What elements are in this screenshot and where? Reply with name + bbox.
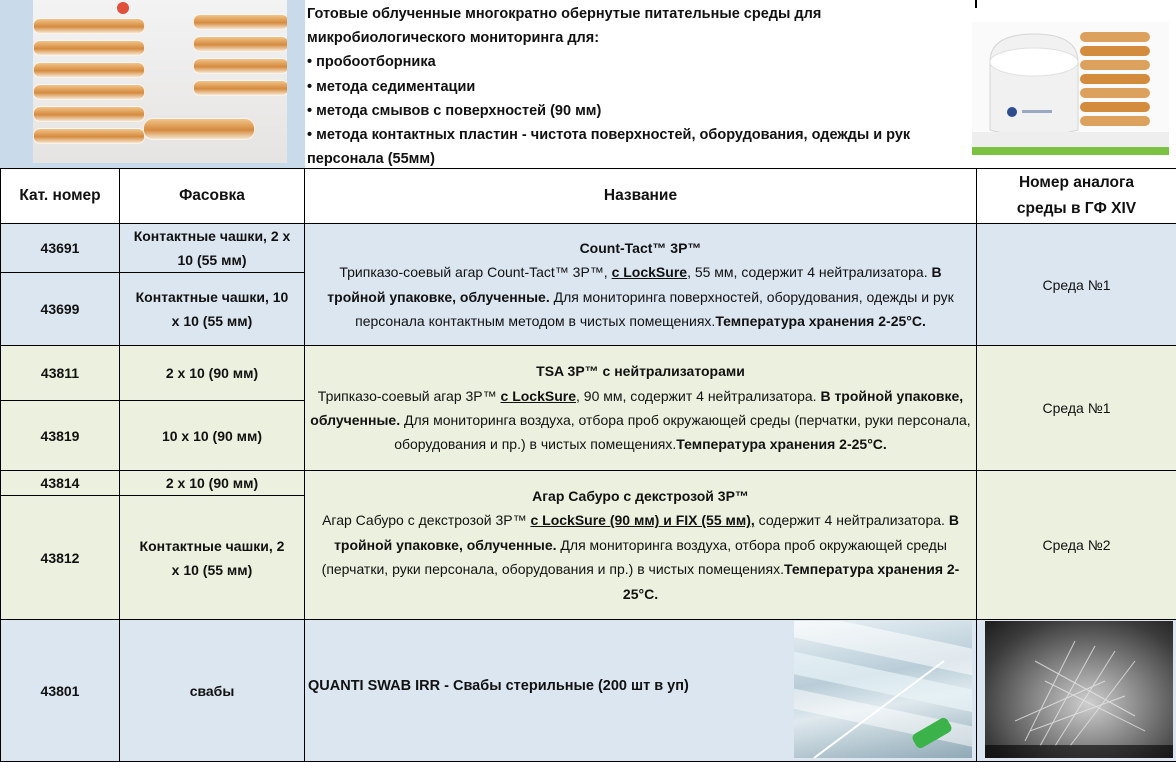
header-bullet: • метода седиментации [307, 75, 967, 99]
desc-underlined: с LockSure [612, 264, 687, 280]
desc-text: Трипказо-соевый агар 3P™ [318, 388, 501, 404]
analog-header-line: среды в ГФ XIV [977, 196, 1176, 222]
table-header-row [1, 169, 1176, 224]
pack-cell [120, 224, 305, 273]
desc-text: Для мониторинга воздуха, отбора проб окружающей среды (перчатки, руки персонала, оборудования и пр.) в чистых помещениях. [394, 412, 971, 452]
cat-number: 43691 [1, 224, 120, 273]
pack-line: x 10 (55 мм) [120, 309, 304, 333]
desc-bold: В тройной упаковке, облученные. [310, 388, 963, 428]
desc-text: Для мониторинга поверхностей, оборудования, одежды и рук персонала контактным методом в чистых помещениях. [355, 289, 954, 329]
petri-dishes-photo [33, 0, 287, 163]
desc-underlined: с LockSure (90 мм) и FIX (55 мм), [530, 512, 754, 528]
cat-number: 43814 [1, 471, 120, 496]
swab-microscopy-photo [985, 621, 1173, 758]
products-table [0, 168, 1176, 762]
desc-text: Трипказо-соевый агар Count-Tact™ 3P™, [339, 264, 611, 280]
air-sampler-illustration [972, 22, 1169, 155]
header-bullet: • метода смывов с поверхностей (90 мм) [307, 99, 967, 123]
pack-cell [120, 496, 305, 620]
cat-number: 43812 [1, 496, 120, 620]
product-title: Count-Tact™ 3P™ [580, 240, 702, 256]
pack-cell: 10 x 10 (90 мм) [120, 401, 305, 471]
desc-bold: В тройной упаковке, облученные. [327, 264, 941, 304]
air-sampler-photo [972, 22, 1169, 155]
desc-underlined: с LockSure [501, 388, 576, 404]
product-description [305, 346, 977, 471]
table-row [1, 224, 1176, 273]
column-header-cat: Кат. номер [1, 169, 120, 224]
sem-image-cell [977, 620, 1176, 762]
desc-text: содержит 4 нейтрализатора. [755, 512, 949, 528]
product-description [305, 620, 977, 762]
pack-cell: свабы [120, 620, 305, 762]
header-tail: персонала (55мм) [307, 147, 967, 171]
table-row [1, 471, 1176, 496]
pack-cell: 2 x 10 (90 мм) [120, 471, 305, 496]
column-header-name: Название [305, 169, 977, 224]
cat-number: 43801 [1, 620, 120, 762]
analog-cell: Среда №1 [977, 224, 1176, 346]
desc-bold: Температура хранения 2-25°С. [676, 436, 887, 452]
column-header-analog [977, 169, 1176, 224]
product-title: Агар Сабуро с декстрозой 3P™ [532, 488, 749, 504]
swab-fiber-illustration [985, 621, 1173, 758]
column-header-pack: Фасовка [120, 169, 305, 224]
header-title-line: микробиологического мониторинга для: [307, 26, 967, 50]
cat-number: 43811 [1, 346, 120, 401]
desc-bold: Температура хранения 2-25°С. [715, 313, 926, 329]
product-description [305, 224, 977, 346]
header-title-line: Готовые облученные многократно обернутые питательные среды для [307, 2, 967, 26]
pack-line: Контактные чашки, 10 [120, 285, 304, 309]
green-strip [972, 147, 1169, 155]
pack-line: 10 (55 мм) [120, 248, 304, 272]
pack-line: Контактные чашки, 2 [120, 534, 304, 558]
pack-cell: 2 x 10 (90 мм) [120, 346, 305, 401]
header-bullet: • пробоотборника [307, 50, 967, 74]
cat-number: 43819 [1, 401, 120, 471]
product-description [305, 471, 977, 620]
desc-text: , 55 мм, содержит 4 нейтрализатора. [687, 264, 931, 280]
desc-text: , 90 мм, содержит 4 нейтрализатора. [576, 388, 820, 404]
cat-number: 43699 [1, 273, 120, 346]
pack-line: Контактные чашки, 2 x [120, 224, 304, 248]
pack-cell [120, 273, 305, 346]
analog-cell: Среда №2 [977, 471, 1176, 620]
desc-text: Для мониторинга воздуха, отбора проб окружающей среды (перчатки, руки персонала, оборудования и пр.) в чистых помещениях. [322, 537, 947, 577]
desc-bold: В тройной упаковке, облученные. [334, 512, 959, 552]
product-title: TSA 3P™ с нейтрализаторами [536, 363, 745, 379]
swab-tubes-illustration [794, 621, 972, 758]
header-divider [975, 0, 977, 8]
desc-bold: Температура хранения 2-25°С. [623, 561, 959, 601]
table-row [1, 346, 1176, 401]
header-description [307, 2, 967, 171]
header-bullet: • метода контактных пластин - чистота поверхностей, оборудования, одежды и рук [307, 123, 967, 147]
table-row [1, 620, 1176, 762]
swab-tubes-photo [794, 621, 972, 758]
desc-text: Агар Сабуро с декстрозой 3P™ [322, 512, 530, 528]
pack-line: x 10 (55 мм) [120, 558, 304, 582]
analog-cell: Среда №1 [977, 346, 1176, 471]
analog-header-line: Номер аналога [977, 170, 1176, 196]
header-block [0, 0, 1176, 168]
swab-name: QUANTI SWAB IRR - Свабы стерильные (200 шт в уп) [308, 678, 689, 694]
